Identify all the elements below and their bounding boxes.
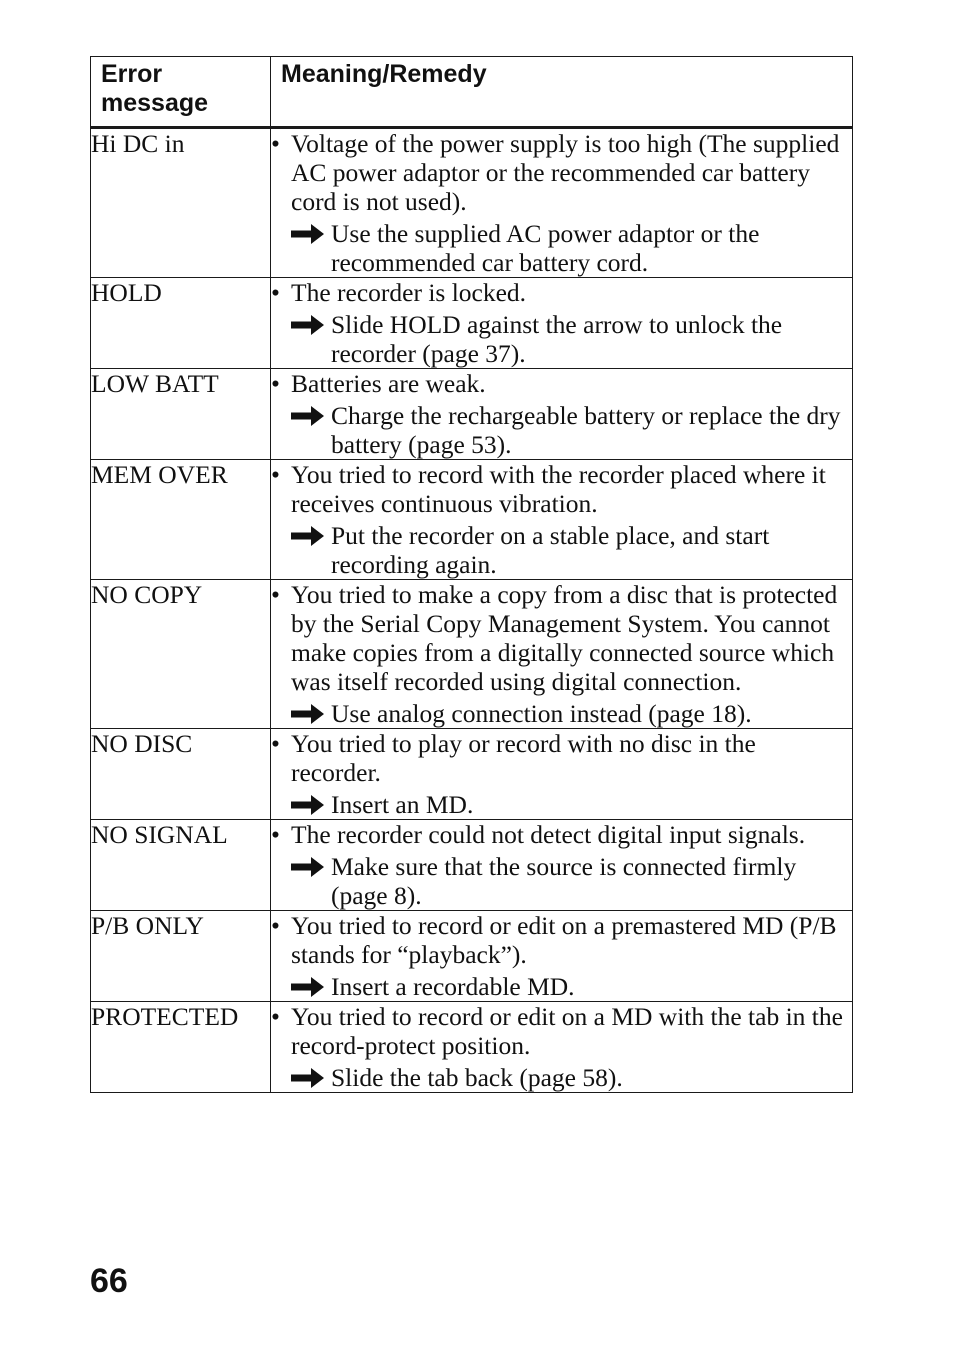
error-message-cell: HOLD (91, 278, 271, 369)
meaning-text: The recorder could not detect digital input signals. (291, 820, 806, 849)
error-message-cell: NO COPY (91, 580, 271, 729)
meaning-remedy-cell (271, 1002, 853, 1093)
meaning-bullet (271, 369, 852, 398)
meaning-remedy-cell (271, 369, 853, 460)
meaning-bullet (271, 1002, 852, 1060)
meaning-remedy-cell (271, 911, 853, 1002)
meaning-remedy-cell (271, 580, 853, 729)
remedy-line (291, 310, 852, 368)
header-meaning-remedy: Meaning/Remedy (271, 57, 853, 128)
meaning-remedy-cell (271, 729, 853, 820)
right-arrow-icon (291, 699, 331, 728)
meaning-bullet (271, 278, 852, 307)
bullet-dot-icon: • (271, 820, 280, 849)
remedy-line (291, 1063, 852, 1092)
bullet-dot-icon: • (271, 729, 280, 758)
meaning-bullet (271, 129, 852, 216)
table-row (91, 128, 853, 278)
meaning-text: You tried to play or record with no disc in the recorder. (291, 729, 756, 787)
remedy-text: Slide HOLD against the arrow to unlock the recorder (page 37). (331, 310, 783, 368)
page-number: 66 (90, 1262, 128, 1300)
bullet-dot-icon: • (271, 460, 280, 489)
remedy-line (291, 219, 852, 277)
error-message-table (90, 56, 853, 1093)
table-row (91, 580, 853, 729)
remedy-line (291, 790, 852, 819)
remedy-line (291, 972, 852, 1001)
table-row (91, 278, 853, 369)
bullet-dot-icon: • (271, 369, 280, 398)
meaning-remedy-cell (271, 278, 853, 369)
right-arrow-icon (291, 310, 331, 368)
table-row (91, 460, 853, 580)
header-error-message: Error message (91, 57, 271, 128)
meaning-text: You tried to make a copy from a disc that is protected by the Serial Copy Management System. You cannot make copies from a digitally connected source which was itself recorded using digital connection. (291, 580, 838, 696)
remedy-line (291, 521, 852, 579)
error-message-cell: Hi DC in (91, 128, 271, 278)
bullet-dot-icon: • (271, 1002, 280, 1031)
right-arrow-icon (291, 521, 331, 579)
error-message-cell: NO SIGNAL (91, 820, 271, 911)
table-row (91, 820, 853, 911)
meaning-text: Voltage of the power supply is too high (The supplied AC power adaptor or the recommended car battery cord is not used). (291, 129, 840, 216)
meaning-remedy-cell (271, 128, 853, 278)
remedy-text: Use the supplied AC power adaptor or the recommended car battery cord. (331, 219, 760, 277)
right-arrow-icon (291, 790, 331, 819)
table-row (91, 369, 853, 460)
right-arrow-icon (291, 401, 331, 459)
error-message-cell: P/B ONLY (91, 911, 271, 1002)
remedy-text: Put the recorder on a stable place, and start recording again. (331, 521, 770, 579)
remedy-text: Insert a recordable MD. (331, 972, 575, 1001)
remedy-line (291, 401, 852, 459)
meaning-bullet (271, 580, 852, 696)
remedy-text: Charge the rechargeable battery or replace the dry battery (page 53). (331, 401, 841, 459)
meaning-text: You tried to record or edit on a MD with the tab in the record-protect position. (291, 1002, 843, 1060)
bullet-dot-icon: • (271, 278, 280, 307)
error-message-cell: LOW BATT (91, 369, 271, 460)
meaning-text: Batteries are weak. (291, 369, 486, 398)
meaning-remedy-cell (271, 820, 853, 911)
remedy-line (291, 852, 852, 910)
remedy-text: Slide the tab back (page 58). (331, 1063, 623, 1092)
meaning-bullet (271, 460, 852, 518)
meaning-text: The recorder is locked. (291, 278, 527, 307)
meaning-bullet (271, 820, 852, 849)
remedy-line (291, 699, 852, 728)
remedy-text: Insert an MD. (331, 790, 474, 819)
meaning-text: You tried to record or edit on a premastered MD (P/B stands for “playback”). (291, 911, 837, 969)
meaning-bullet (271, 729, 852, 787)
table-row (91, 1002, 853, 1093)
remedy-text: Use analog connection instead (page 18). (331, 699, 752, 728)
remedy-text: Make sure that the source is connected firmly (page 8). (331, 852, 797, 910)
meaning-bullet (271, 911, 852, 969)
bullet-dot-icon: • (271, 911, 280, 940)
error-message-cell: PROTECTED (91, 1002, 271, 1093)
bullet-dot-icon: • (271, 580, 280, 609)
error-message-cell: NO DISC (91, 729, 271, 820)
meaning-text: You tried to record with the recorder placed where it receives continuous vibration. (291, 460, 826, 518)
bullet-dot-icon: • (271, 129, 280, 158)
right-arrow-icon (291, 972, 331, 1001)
right-arrow-icon (291, 852, 331, 910)
error-message-cell: MEM OVER (91, 460, 271, 580)
table-row (91, 911, 853, 1002)
table-header-row (91, 57, 853, 128)
right-arrow-icon (291, 1063, 331, 1092)
right-arrow-icon (291, 219, 331, 277)
meaning-remedy-cell (271, 460, 853, 580)
table-row (91, 729, 853, 820)
